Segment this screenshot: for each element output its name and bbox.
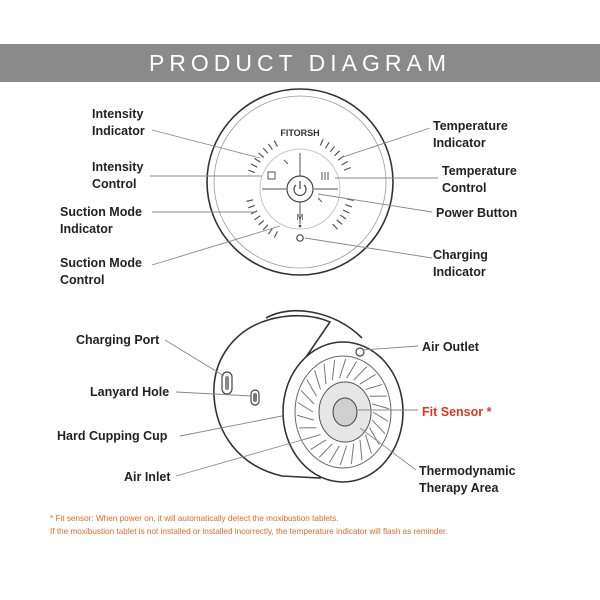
side-view-device <box>214 311 403 482</box>
brand-logo: FITORSH <box>280 128 320 138</box>
suction-mode-dot <box>299 225 302 228</box>
label-fit-sensor: Fit Sensor * <box>422 405 492 419</box>
fit-sensor <box>333 398 357 426</box>
label-temperature-indicator: Temperature Indicator <box>433 119 508 150</box>
label-suction-mode-indicator: Suction Mode Indicator <box>60 205 142 236</box>
label-temperature-control: Temperature Control <box>442 164 517 195</box>
page-title: PRODUCT DIAGRAM <box>148 50 452 76</box>
label-charging-port: Charging Port <box>76 333 160 347</box>
footnote-line-1: * Fit sensor: When power on, it will automatically detect the moxibustion tablets. <box>50 514 339 523</box>
lanyard-hole <box>251 390 259 405</box>
power-button[interactable] <box>287 176 313 202</box>
label-air-outlet: Air Outlet <box>422 340 479 354</box>
label-thermodynamic-therapy-area: Thermodynamic Therapy Area <box>419 464 516 495</box>
label-power-button: Power Button <box>436 206 518 220</box>
label-suction-mode-control: Suction Mode Control <box>60 256 142 287</box>
label-lanyard-hole: Lanyard Hole <box>90 385 170 399</box>
label-intensity-indicator: Intensity Indicator <box>92 107 145 138</box>
charging-indicator-light <box>297 235 303 241</box>
air-outlet <box>356 348 364 356</box>
label-hard-cupping-cup: Hard Cupping Cup <box>57 429 168 443</box>
label-air-inlet: Air Inlet <box>124 470 171 484</box>
label-charging-indicator: Charging Indicator <box>433 248 488 279</box>
footnote-line-2: If the moxibustion tablet is not installed or installed incorrectly, the temperature indicator will flash as reminder. <box>50 527 448 536</box>
label-intensity-control: Intensity Control <box>92 160 144 191</box>
suction-mode-control-letter[interactable]: M <box>296 213 304 222</box>
